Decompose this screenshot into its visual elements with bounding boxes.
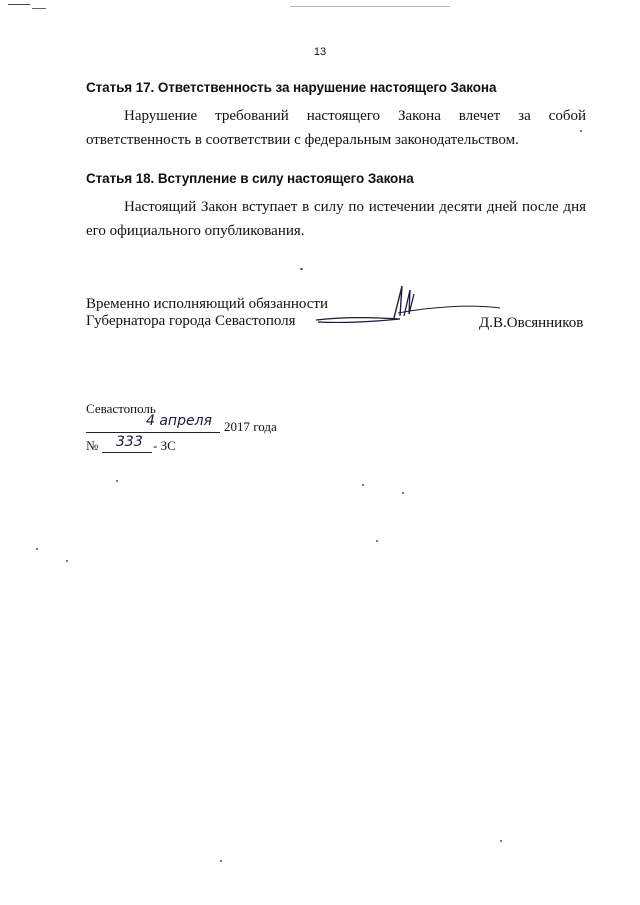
scan-speck	[66, 560, 68, 562]
article-18-text	[86, 195, 586, 243]
scan-speck	[402, 492, 404, 494]
number-underline	[102, 452, 152, 453]
article-17-text-content: Нарушение требований настоящего Закона влечет за собой ответственность в соответствии с федеральным законодательством.	[86, 108, 586, 148]
scan-speck	[580, 130, 582, 132]
city-label: Севастополь	[86, 401, 156, 416]
signatory-position-line2: Губернатора города Севастополя	[86, 313, 296, 329]
article-18-text-content: Настоящий Закон вступает в силу по истечении десяти дней после дня его официального опубликования.	[86, 199, 586, 239]
scan-speck	[36, 548, 38, 550]
scan-artifact-top-left	[8, 4, 30, 5]
article-17-heading: Статья 17. Ответственность за нарушение настоящего Закона	[86, 80, 497, 95]
scan-speck	[220, 860, 222, 862]
scan-speck	[500, 840, 502, 842]
article-17-text	[86, 104, 586, 152]
scan-speck	[300, 268, 303, 270]
handwritten-signature	[310, 280, 510, 332]
scan-speck	[116, 480, 118, 482]
signatory-name: Д.В.Овсянников	[479, 315, 584, 331]
year-label: 2017 года	[224, 419, 277, 434]
scan-artifact-top-left-2	[32, 8, 46, 9]
scan-speck	[376, 540, 378, 542]
signatory-position-line1: Временно исполняющий обязанности	[86, 296, 329, 312]
handwritten-number: 333	[116, 434, 143, 450]
number-suffix: - ЗС	[153, 438, 176, 453]
number-prefix: №	[86, 438, 99, 453]
article-18-heading: Статья 18. Вступление в силу настоящего Закона	[86, 171, 414, 186]
scan-artifact-top	[290, 6, 450, 7]
date-underline	[86, 432, 220, 433]
scan-speck	[362, 484, 364, 486]
handwritten-date: 4 апреля	[146, 413, 212, 429]
page-number: 13	[313, 46, 327, 58]
